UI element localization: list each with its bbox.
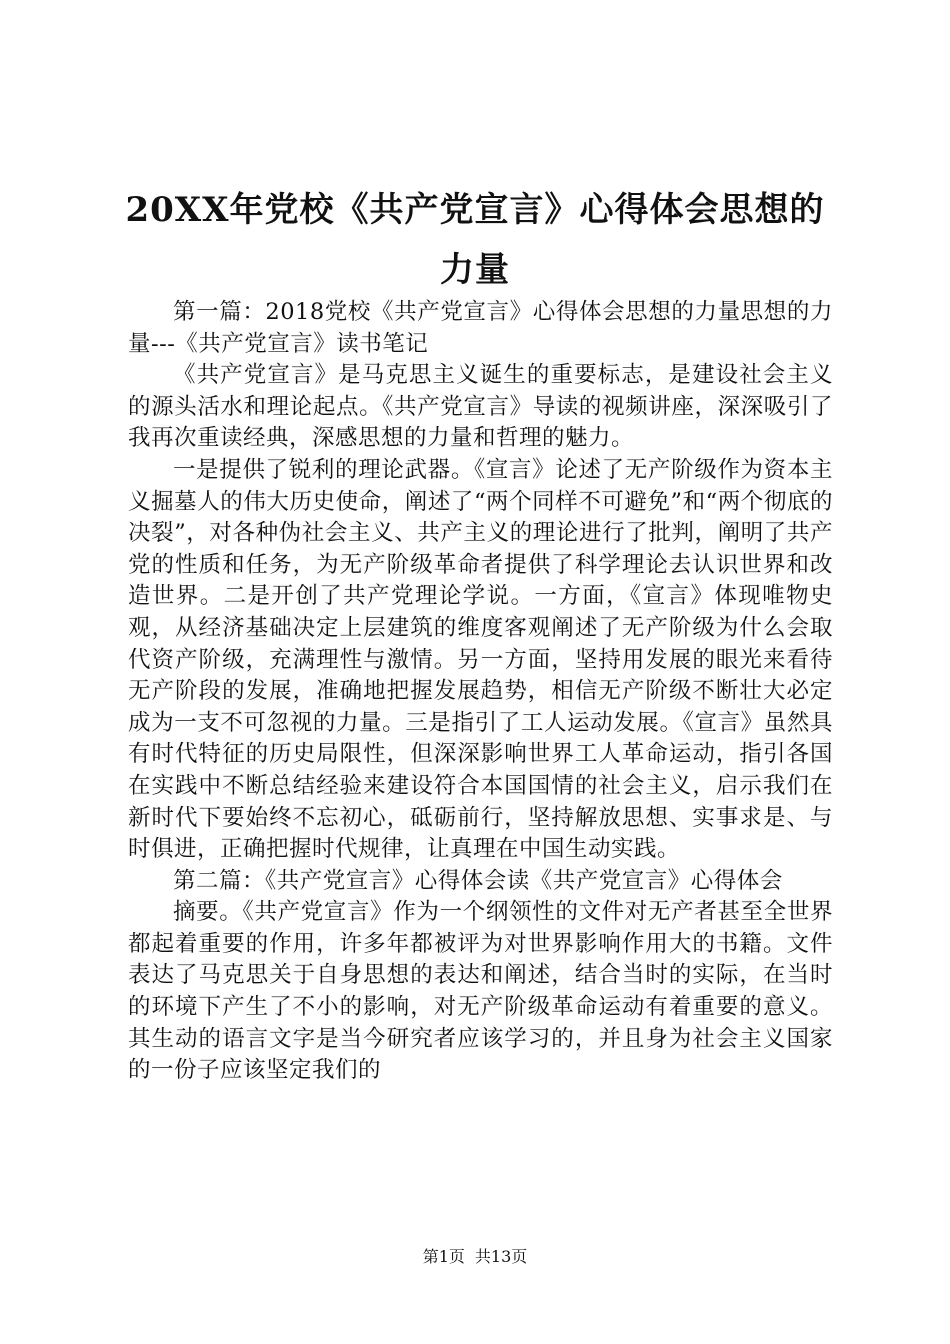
- paragraph: 摘要。《共产党宣言》作为一个纲领性的文件对无产者甚至全世界都起着重要的作用，许多年都被评为对世界影响作用大的书籍。文件表达了马克思关于自身思想的表达和阐述，结合当时的实际，在当时的环境下产生了不小的影响，对无产阶级革命运动有着重要的意义。其生动的语言文字是当今研究者应该学习的，并且身为社会主义国家的一份子应该坚定我们的: [128, 899, 833, 1084]
- page-number: 第1页: [422, 1247, 465, 1266]
- document-title: [110, 180, 840, 300]
- page-footer: [0, 1247, 950, 1267]
- paragraph: 《共产党宣言》是马克思主义诞生的重要标志，是建设社会主义的源头活水和理论起点。《共产党宣言》导读的视频讲座，深深吸引了我再次重读经典，深感思想的力量和哲理的魅力。: [128, 362, 833, 452]
- title-line-1: 20XX年党校《共产党宣言》心得体会思想的: [125, 190, 825, 230]
- document-body: [128, 297, 833, 1087]
- paragraph-heading-1: 第一篇：2018党校《共产党宣言》心得体会思想的力量思想的力量---《共产党宣言》读书笔记: [128, 299, 833, 357]
- page-total: 共13页: [474, 1247, 528, 1266]
- paragraph: 一是提供了锐利的理论武器。《宣言》论述了无产阶级作为资本主义掘墓人的伟大历史使命，阐述了“两个同样不可避免”和“两个彻底的决裂”，对各种伪社会主义、共产主义的理论进行了批判，阐明了共产党的性质和任务，为无产阶级革命者提供了科学理论去认识世界和改造世界。二是开创了共产党理论学说。一方面，《宣言》体现唯物史观，从经济基础决定上层建筑的维度客观阐述了无产阶级为什么会取代资产阶级，充满理性与激情。另一方面，坚持用发展的眼光来看待无产阶段的发展，准确地把握发展趋势，相信无产阶级不断壮大必定成为一支不可忽视的力量。三是指引了工人运动发展。《宣言》虽然具有时代特征的历史局限性，但深深影响世界工人革命运动，指引各国在实践中不断总结经验来建设符合本国国情的社会主义，启示我们在新时代下要始终不忘初心，砥砺前行，坚持解放思想、实事求是、与时俱进，正确把握时代规律，让真理在中国生动实践。: [128, 456, 833, 863]
- title-line-2: 力量: [440, 250, 510, 290]
- paragraph-heading-2: 第二篇：《共产党宣言》心得体会读《共产党宣言》心得体会: [173, 867, 783, 894]
